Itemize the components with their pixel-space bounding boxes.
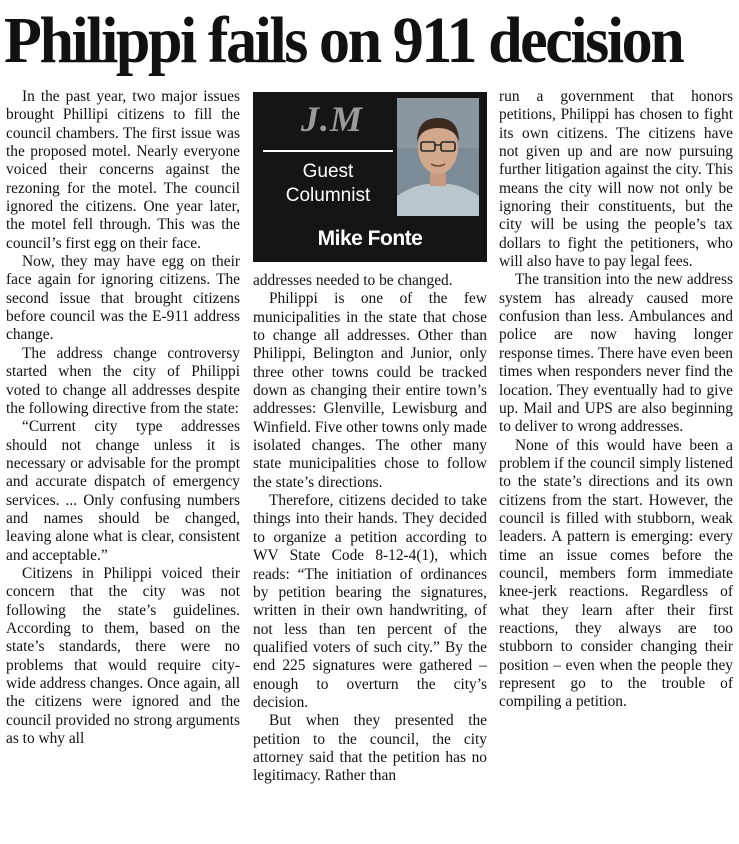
author-portrait-icon bbox=[397, 98, 479, 216]
paragraph: In the past year, two major issues brought Phillipi citizens to fill the council chambers. The first issue was the proposed motel. Nearly everyone voiced their concerns against the rezoning for the motel. The council ignored the citizens. One year later, the motel fell through. This was the council’s first egg on their face. bbox=[6, 88, 240, 252]
paragraph: The transition into the new address system has already caused more confusion than less. Ambulances and police are now having longer response times. There have even been times when responders never find the location. They eventually had to give up. Mail and UPS are also beginning to deliver to wrong addresses. bbox=[499, 271, 733, 436]
headline: Philippi fails on 911 decision bbox=[4, 4, 683, 77]
paragraph: Philippi is one of the few municipalities in the state that chose to change all addresses. Other than Philippi, Belington and Junior, only three other towns could be tracked down as changing their entire town’s addresses: Glenville, Lewisburg and Winfield. Five other towns only made isolated changes. The other many state municipalities chose to follow the state’s directions. bbox=[253, 290, 487, 491]
paragraph: Now, they may have egg on their face again for ignoring citizens. The second issue that brought citizens before council was the E-911 address change. bbox=[6, 253, 240, 344]
paragraph: addresses needed to be changed. bbox=[253, 272, 453, 289]
role-line-1: Guest bbox=[302, 161, 354, 182]
paragraph: The address change controversy started when the city of Philippi voted to change all addresses despite the following directive from the state: bbox=[6, 344, 240, 417]
paragraph: run a government that honors petitions, Philippi has chosen to fight its own citizens. The citizens have not given up and are now pursuing further litigation against the city. This means the city will now not only be ignoring their constituents, but the city will be using the people’s tax dollars to fight the petitioners, who will also have to pay legal fees. bbox=[499, 88, 733, 271]
paragraph: Therefore, citizens decided to take things into their hands. They decided to organize a petition according to WV State Code 8-12-4(1), which reads: “The initiation of ordinances by petition bearing the signatures, written in their own handwriting, of not less than ten percent of the qualified voters of such city.” By the end 225 signatures were gathered – enough to overturn the city’s decision. bbox=[253, 492, 487, 711]
newspaper-logo bbox=[273, 98, 391, 140]
paragraph: But when they presented the petition to the council, the city attorney said that the petition has no legitimacy. Rather than bbox=[253, 712, 487, 785]
article-column-3 bbox=[499, 88, 733, 712]
logo-text: J.M bbox=[300, 99, 363, 139]
paragraph: Citizens in Philippi voiced their concern that the city was not following the state’s guidelines. According to them, based on the state’s standards, there were no problems that would require city-wide address changes. Once again, all the citizens were ignored and the council provided no strong arguments as to why all bbox=[6, 564, 240, 748]
guest-columnist-box bbox=[253, 92, 487, 262]
article-column-1 bbox=[6, 88, 240, 748]
author-photo bbox=[397, 98, 479, 216]
author-name: Mike Fonte bbox=[317, 227, 423, 250]
paragraph: “Current city type addresses should not change unless it is necessary or advisable for the prompt and accurate dispatch of emergency services. ... Only confusing numbers and names should be changed, leaving alone what is clear, consistent and acceptable.” bbox=[6, 418, 240, 564]
paragraph: None of this would have been a problem if the council simply listened to the state’s directions and its own citizens from the start. However, the council is filled with stubborn, weak leaders. A pattern is emerging: every time an issue comes before the council, members form immediate knee-jerk reactions. Regardless of what they learn after their first reactions, they always are too stubborn to consider changing their position – even when the people they represent go to the trouble of compiling a petition. bbox=[499, 436, 733, 711]
divider bbox=[263, 150, 393, 152]
columnist-role bbox=[263, 160, 393, 208]
role-line-2: Columnist bbox=[285, 185, 371, 206]
article-column-2 bbox=[253, 272, 487, 786]
